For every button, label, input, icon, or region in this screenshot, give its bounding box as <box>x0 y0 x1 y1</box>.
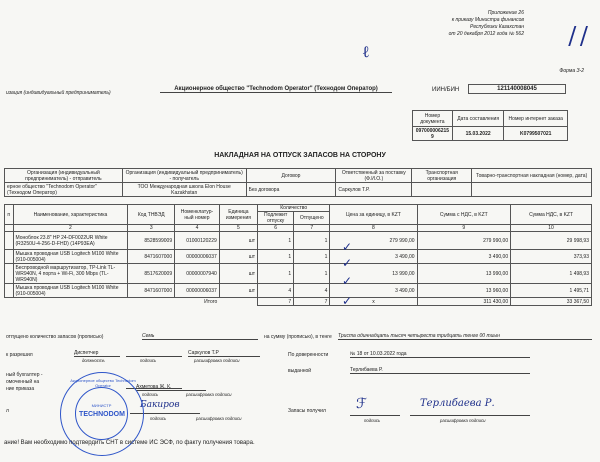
totals-price: x <box>330 298 417 306</box>
item-rel: 4 <box>294 284 330 298</box>
iin-value: 121140008045 <box>468 84 566 94</box>
dispatcher-sign <box>126 350 182 357</box>
decode-caption: расшифровка подписи <box>194 358 240 363</box>
stamp-ring-text: Акционерное общество Technodom Operator <box>70 378 136 388</box>
checkmark: ✓ <box>342 274 353 288</box>
handwritten-mark: ℓ <box>362 42 370 61</box>
item-tnved: 8471607000 <box>128 284 175 298</box>
colnum: 10 <box>511 225 592 232</box>
item-due: 1 <box>258 264 294 284</box>
totals-label: Итого <box>204 298 218 305</box>
sum-words-label: на сумму (прописью), в тенге <box>264 334 332 340</box>
released-signature: Бакиров <box>140 400 180 410</box>
colnum: 4 <box>175 225 220 232</box>
item-name: Мышка проводная USB Logitech M100 White (910-005004) <box>13 250 128 264</box>
waybill-value <box>472 183 592 197</box>
allowed-label: к разрешил <box>6 352 33 358</box>
sender-header: Организация (индивидуальный предприниматель) - отправитель <box>5 169 123 183</box>
colnum: 7 <box>294 225 330 232</box>
item-price: 3 490,00 <box>330 250 417 264</box>
stamp-sub: МИНИСТР <box>91 403 112 408</box>
item-name: Мышка проводная USB Logitech M100 White (910-005004) <box>13 284 128 298</box>
doc-order: K0799507021 <box>504 127 568 141</box>
sign-caption: подпись <box>150 416 167 421</box>
item-sum: 13 990,00 <box>417 264 511 284</box>
received-label: Запасы получил <box>288 408 326 414</box>
sign-caption: подпись <box>364 418 381 423</box>
contract-value: Без договора <box>246 183 336 197</box>
sign-caption: подпись <box>140 358 157 363</box>
parties-table <box>4 168 592 197</box>
col-tnved-header: Код ТНВЭД <box>128 205 175 225</box>
checkmark: ✓ <box>342 240 353 254</box>
poa-value: № 18 от 10.03.2022 года <box>350 351 530 358</box>
item-nomen: 00000007940 <box>175 264 220 284</box>
colnum: 2 <box>13 225 128 232</box>
handwritten-mark: / / <box>568 22 586 50</box>
transport-value <box>412 183 472 197</box>
footer-note: ание! Вам необходимо подтвердить СНТ в системе ИС ЭСФ, по факту получения товара. <box>4 440 255 446</box>
checkmark: ✓ <box>342 256 353 270</box>
item-rel: 1 <box>294 264 330 284</box>
iin-label: ИИН/БИН <box>432 87 460 93</box>
transport-header: Транспортная организация <box>412 169 472 183</box>
appendix-line: от 20 декабря 2012 года № 562 <box>448 31 524 37</box>
accountant-label-2: омоченный на <box>6 379 40 385</box>
issued-value: Терлибаева Р. <box>350 367 530 374</box>
col-rel-header: Отпущено <box>294 212 330 225</box>
item-nomen: 01000120229 <box>175 232 220 250</box>
item-due: 1 <box>258 250 294 264</box>
col-due-header: Подлежит отпуску <box>258 212 294 225</box>
responsible-value: Саркулов Т.Р. <box>336 183 412 197</box>
sum-words: Триста одиннадцать тысяч четыреста тридцать тенге 00 тиын <box>338 333 592 340</box>
released-label: л <box>6 408 9 414</box>
col-nomen-header: Номенклатур-ный номер <box>175 205 220 225</box>
table-row <box>5 284 592 298</box>
item-tnved: 8517620009 <box>128 264 175 284</box>
waybill-header: Товарно-транспортная накладная (номер, дата) <box>472 169 592 183</box>
item-name: Моноблок 23.8" HP 24-DF0022UR White (R3250U-4-256-D-FHD) (14P93EA) <box>13 232 128 250</box>
item-unit: шт <box>219 264 257 284</box>
col-name-header: Наименование, характеристика <box>13 205 128 225</box>
item-sum: 13 960,00 <box>417 284 511 298</box>
qty-words: Семь <box>142 333 258 340</box>
colnum: 3 <box>128 225 175 232</box>
decode-caption: расшифровка подписи <box>196 416 242 421</box>
decode-caption: расшифровка подписи <box>440 418 486 423</box>
dispatcher-name: Саркулов Т.Р <box>188 350 260 357</box>
item-price: 13 990,00 <box>330 264 417 284</box>
org-label: изация (индивидуальный предприниматель) <box>6 90 111 96</box>
org-name: Акционерное общество "Technodom Operator" (Технодом Оператор) <box>160 86 392 93</box>
appendix-line: к приказу Министра финансов <box>451 17 524 23</box>
item-due: 4 <box>258 284 294 298</box>
appendix-line: Республики Казахстан <box>470 24 524 30</box>
col-no-header: п <box>5 205 14 225</box>
item-nomen: 00000006037 <box>175 284 220 298</box>
table-row <box>5 264 592 284</box>
totals-row <box>5 298 592 306</box>
sign-caption: подпись <box>142 392 159 397</box>
document-title: НАКЛАДНАЯ НА ОТПУСК ЗАПАСОВ НА СТОРОНУ <box>214 152 386 159</box>
item-vat: 29 998,93 <box>511 232 592 250</box>
col-unit-header: Единица измерения <box>219 205 257 225</box>
item-rel: 1 <box>294 250 330 264</box>
role-caption: должность <box>82 358 105 363</box>
accountant-label: ный бухгалтер - <box>6 372 43 378</box>
accountant-label-3: ние приказа <box>6 386 35 392</box>
colnum: 9 <box>417 225 511 232</box>
totals-vat: 33 367,50 <box>511 298 592 306</box>
accountant-name: Ахметова Ж. К. <box>136 384 206 391</box>
received-signature-mark: ℱ <box>356 396 368 412</box>
item-name: Беспроводной маршрутизатор, TP-Link TL-WR940N, 4 порта + Wi-Fi, 300 Mbps (TL-WR940N) <box>13 264 128 284</box>
contract-header: Договор <box>246 169 336 183</box>
received-name-line <box>410 408 530 416</box>
doc-number-header: Номер документа <box>413 111 453 127</box>
item-sum: 279 990,00 <box>417 232 511 250</box>
item-sum: 3 490,00 <box>417 250 511 264</box>
decode-caption: расшифровка подписи <box>186 392 232 397</box>
appendix-line: Приложение 26 <box>487 10 524 16</box>
totals-rel: 7 <box>294 298 330 306</box>
item-price: 279 990,00 <box>330 232 417 250</box>
appendix-note <box>449 10 524 38</box>
col-qty-header: Количество <box>258 205 330 212</box>
doc-number-table <box>412 110 568 141</box>
qty-words-label: отпущено количество запасов (прописью) <box>6 334 104 340</box>
stamp-center: TECHNODOM <box>79 411 125 418</box>
item-nomen: 00000006037 <box>175 250 220 264</box>
checkmark: ✓ <box>342 294 353 308</box>
totals-due: 7 <box>258 298 294 306</box>
doc-date: 15.03.2022 <box>452 127 504 141</box>
issued-label: выданной <box>288 368 312 374</box>
doc-number: 0970000062159 <box>413 127 453 141</box>
col-sum-header: Сумма с НДС, в KZT <box>417 205 511 225</box>
item-rel: 1 <box>294 232 330 250</box>
table-row <box>5 232 592 250</box>
poa-label: По доверенности <box>288 352 329 358</box>
col-price-header: Цена за единицу, в KZT <box>330 205 417 225</box>
doc-date-header: Дата составления <box>452 111 504 127</box>
item-unit: шт <box>219 284 257 298</box>
item-price: 3 490,00 <box>330 284 417 298</box>
colnum <box>5 225 14 232</box>
dispatcher-role: Диспетчер <box>74 350 120 357</box>
colnum: 8 <box>330 225 417 232</box>
totals-sum: 311 430,00 <box>417 298 511 306</box>
item-tnved: 8528599009 <box>128 232 175 250</box>
doc-order-header: Номер интернет заказа <box>504 111 568 127</box>
item-vat: 1 498,93 <box>511 264 592 284</box>
received-signature: Терлибаева Р. <box>420 398 495 409</box>
receiver-value: ТОО Международная школа Elon House Kazakhstan <box>122 183 246 197</box>
form-code: Форма З-2 <box>559 68 584 74</box>
table-row <box>5 250 592 264</box>
item-due: 1 <box>258 232 294 250</box>
item-unit: шт <box>219 232 257 250</box>
responsible-header: Ответственный за поставку (Ф.И.О.) <box>336 169 412 183</box>
item-vat: 373,93 <box>511 250 592 264</box>
colnum: 5 <box>219 225 257 232</box>
colnum: 6 <box>258 225 294 232</box>
col-vat-header: Сумма НДС, в KZT <box>511 205 592 225</box>
item-vat: 1 495,71 <box>511 284 592 298</box>
sender-value: ерное общество "Technodom Operator" (Технодом Оператор) <box>5 183 123 197</box>
item-unit: шт <box>219 250 257 264</box>
receiver-header: Организация (индивидуальный предприниматель) - получатель <box>122 169 246 183</box>
items-table <box>4 204 592 306</box>
item-tnved: 8471607000 <box>128 250 175 264</box>
